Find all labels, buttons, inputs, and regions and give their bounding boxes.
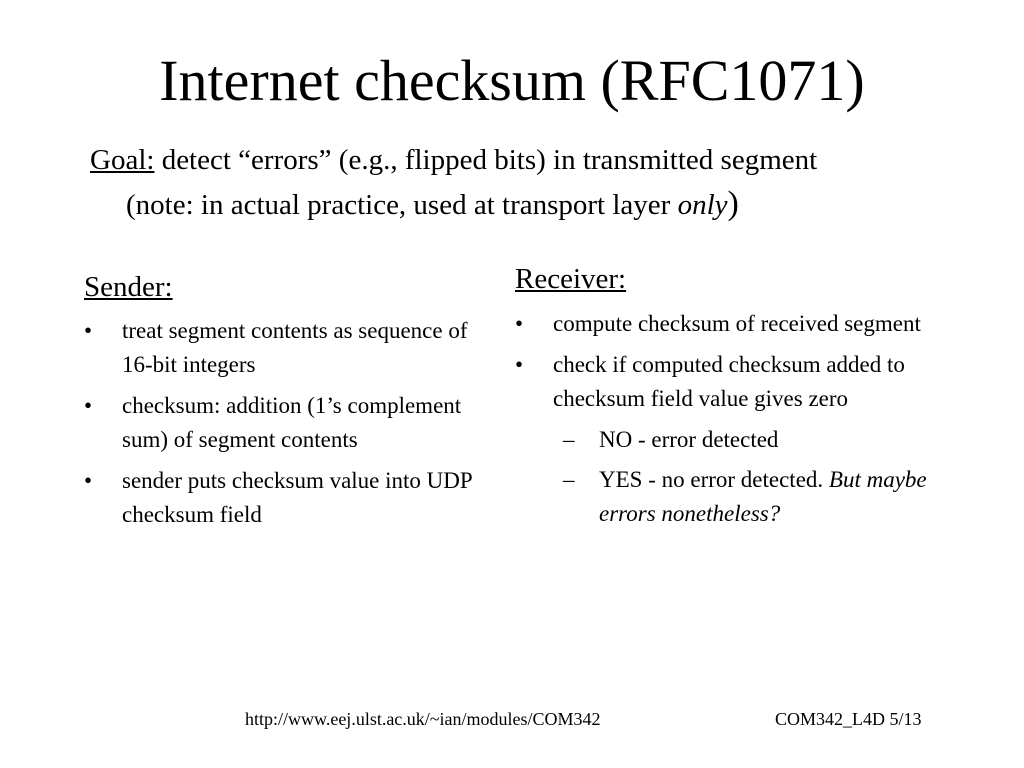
sender-heading: Sender: (84, 271, 173, 303)
goal-note-prefix: (note: in actual practice, used at transport layer (126, 189, 678, 221)
bullet-icon: • (515, 352, 524, 377)
list-item (515, 348, 975, 416)
dash-icon: – (563, 467, 575, 492)
goal-text: detect “errors” (e.g., flipped bits) in transmitted segment (154, 144, 818, 176)
goal-note-suffix: ) (727, 185, 739, 222)
bullet-icon: • (515, 311, 524, 336)
list-subitem (515, 423, 975, 457)
list-subitem (515, 463, 975, 531)
goal-note-emphasis: only (677, 189, 728, 221)
footer-page-number: COM342_L4D 5/13 (775, 709, 922, 729)
goal-statement (90, 138, 970, 227)
receiver-list (515, 307, 975, 537)
receiver-subitem-text: NO - error detected (599, 427, 779, 452)
list-item (84, 389, 484, 457)
receiver-item-text: check if computed checksum added to checksum field value gives zero (553, 352, 905, 411)
receiver-heading: Receiver: (515, 263, 627, 295)
list-item (84, 314, 484, 382)
slide-title: Internet checksum (RFC1071) (159, 48, 865, 113)
goal-note (90, 182, 970, 227)
sender-item-text: checksum: addition (1’s complement sum) of segment contents (122, 393, 462, 452)
receiver-subitem-emphasis: But maybe errors nonetheless? (599, 467, 927, 526)
sender-list (84, 314, 484, 539)
sender-item-text: treat segment contents as sequence of 16-bit integers (122, 318, 468, 377)
goal-label: Goal: (90, 144, 155, 176)
dash-icon: – (563, 427, 575, 452)
footer-url: http://www.eej.ulst.ac.uk/~ian/modules/COM342 (245, 709, 601, 729)
bullet-icon: • (84, 318, 93, 343)
receiver-item-text: compute checksum of received segment (553, 311, 921, 336)
bullet-icon: • (84, 468, 93, 493)
bullet-icon: • (84, 393, 93, 418)
receiver-subitem-text: YES - no error detected. (599, 467, 829, 492)
list-item (515, 307, 975, 341)
sender-item-text: sender puts checksum value into UDP checksum field (122, 468, 472, 527)
list-item (84, 464, 484, 532)
